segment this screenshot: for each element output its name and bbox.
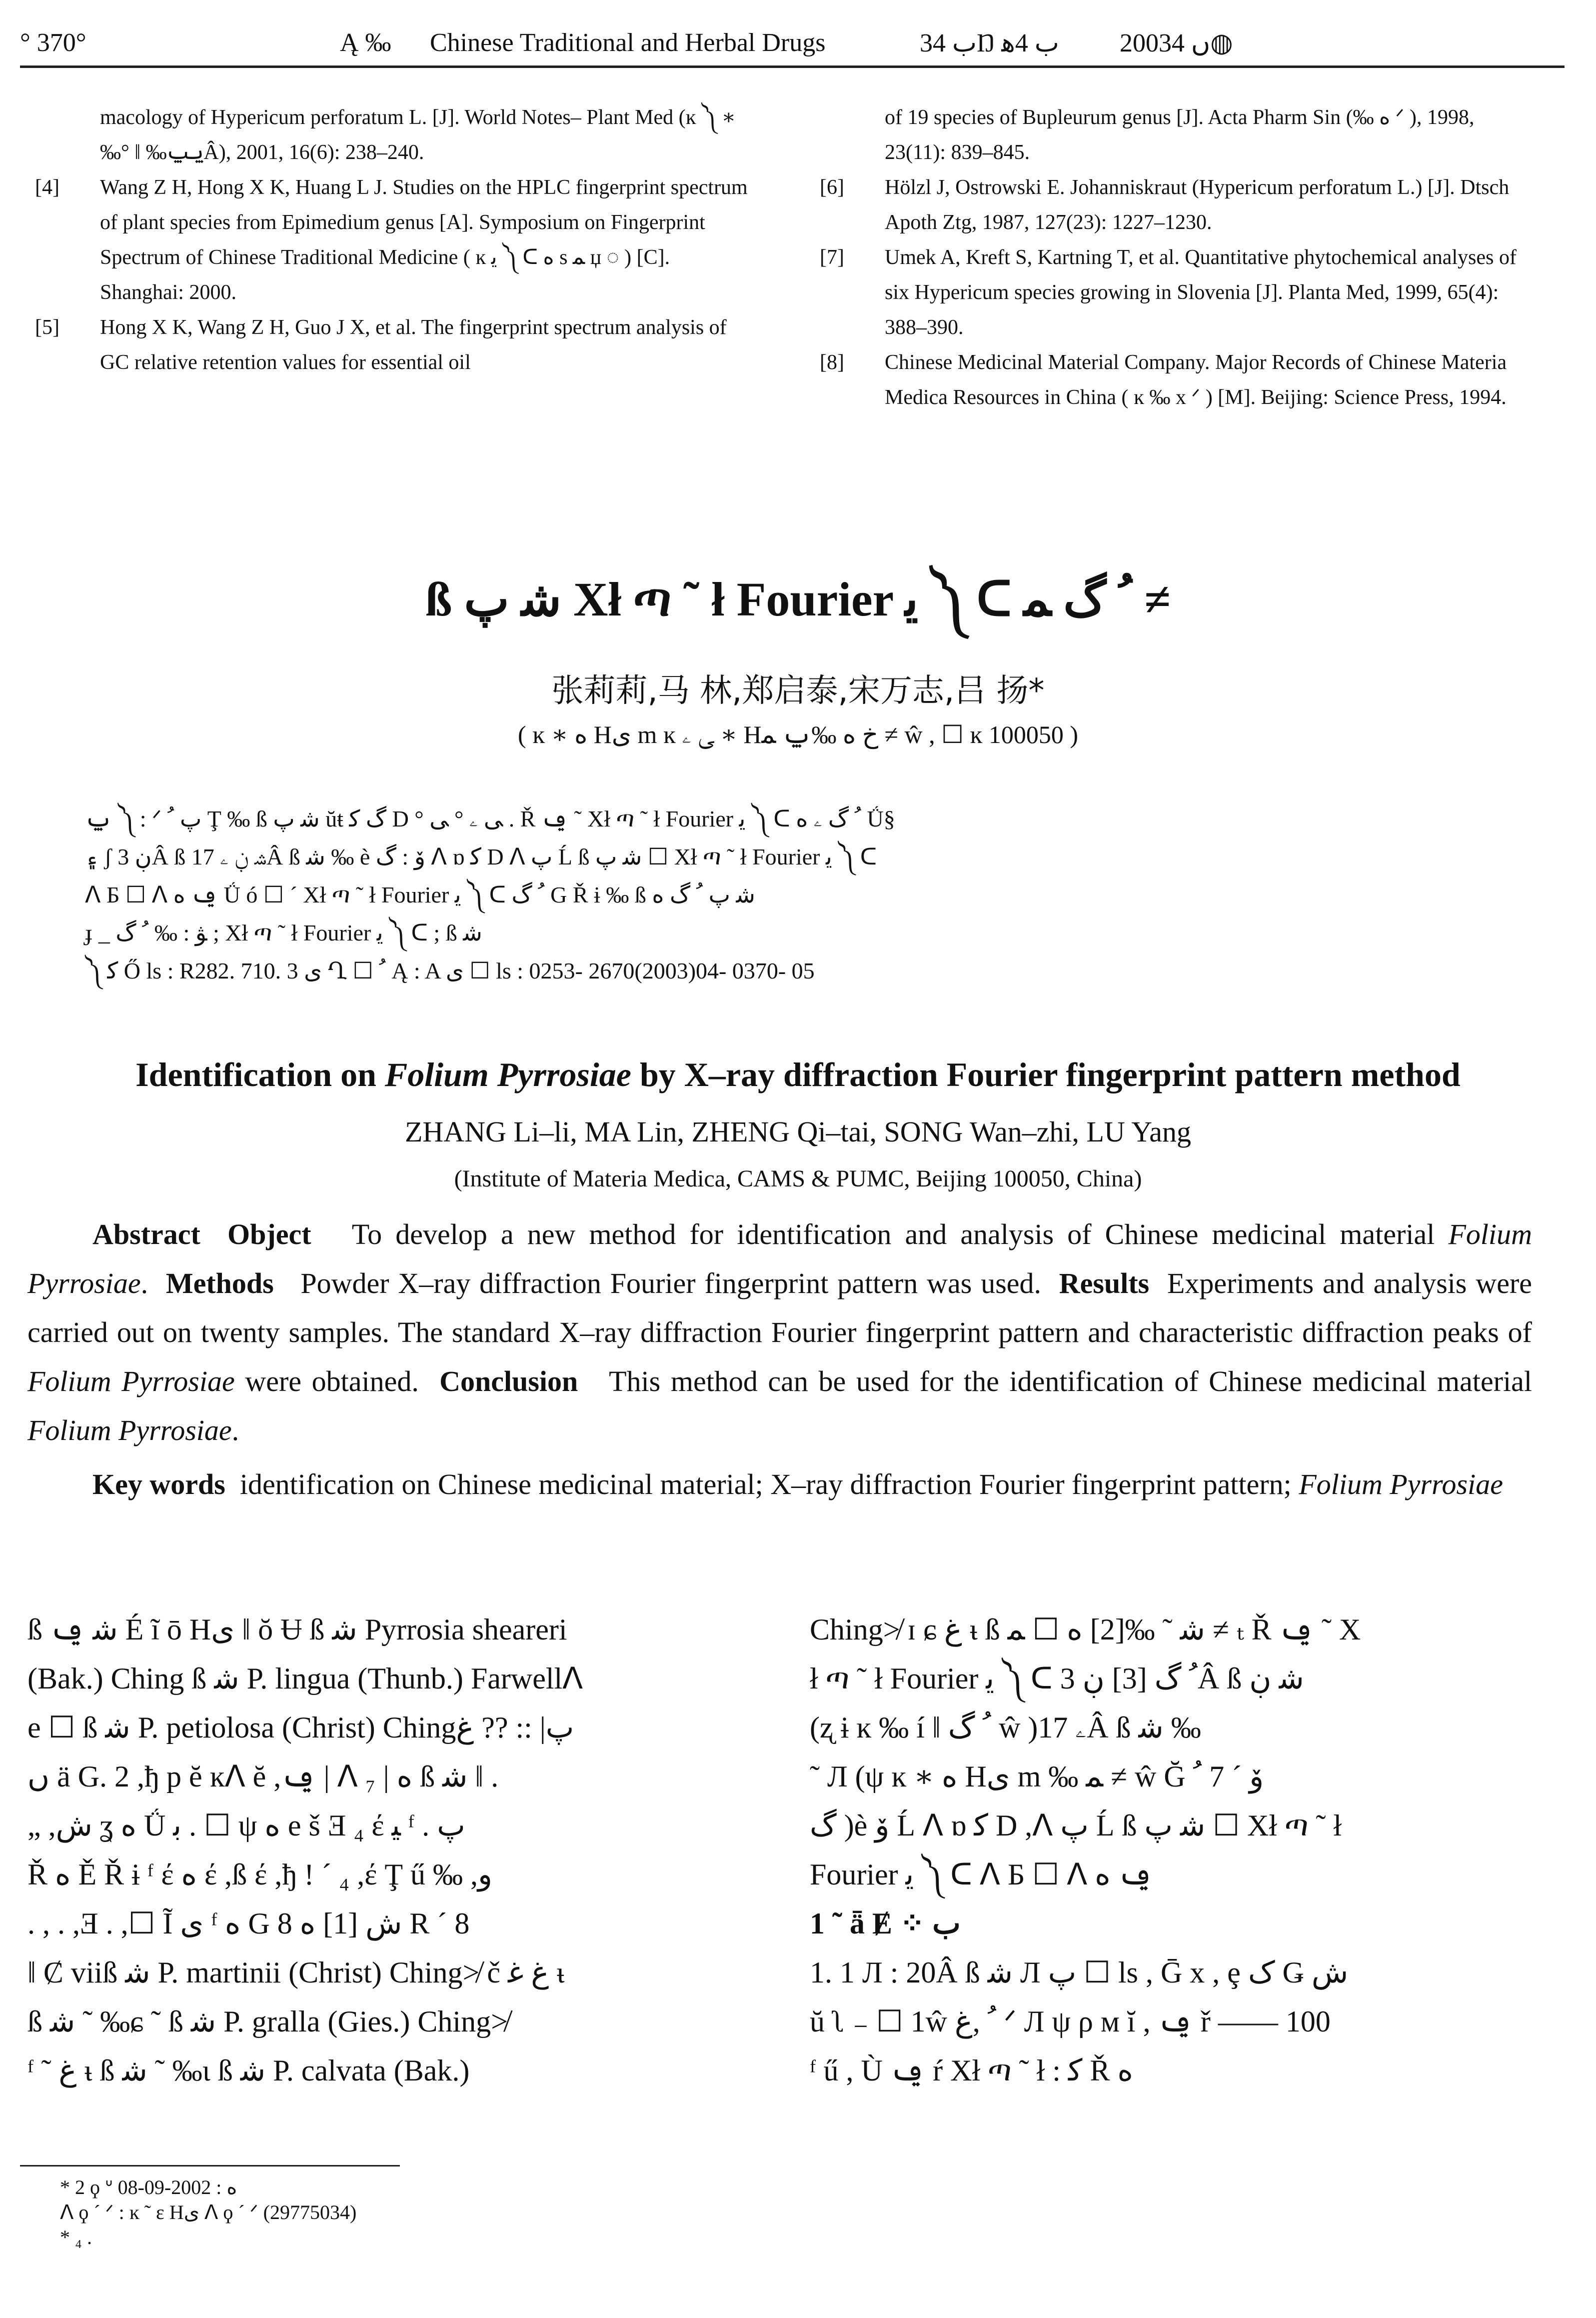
references-left bbox=[35, 100, 755, 380]
reference-item: [7] Umek A, Kreft S, Kartning T, et al. Quantitative phytochemical analyses of six Hypericum species growing in Slovenia [J]. Planta Med, 1999, 65(4): 388–390. bbox=[820, 246, 1517, 339]
footnote-line: ᐱ ϙ ´ ᐟ : ĸ ˜ ε Hﻯ ᐱ ϙ ´ ᐟ (29775034) bbox=[60, 2201, 357, 2224]
cn-abstract-line: ༽ ﮐ Ő ls : R282. 710. 3 ﯼ Ղ ☐ ﹸ Ą : A ﯼ ☐ ls : 0253- 2670(2003)04- 0370- 05 bbox=[85, 958, 815, 984]
body-line: (ʐ ɨ ĸ ‰ í ‖ ﹸ ﮒ ŵ )ۦ 17Â ß ﺷ ‰ bbox=[810, 1711, 1201, 1744]
cn-authors: 张莉莉,马 林,郑启泰,宋万志,吕 扬* bbox=[551, 672, 1045, 710]
keywords: Key words identification on Chinese medicinal material; X–ray diffraction Fourier fingerprint pattern; Folium Pyrrosiae bbox=[92, 1468, 1503, 1500]
reference-item: [4] Wang Z H, Hong X K, Huang L J. Studies on the HPLC fingerprint spectrum of plant species from Epimedium genus [A]. Symposium on Fingerprint Spectrum of Chinese Traditional Medicine ( ĸ ﯾ ༽ ᑕ ﻩ ѕ ﻤ џ ◌ ) [C]. Shanghai: 2000. bbox=[35, 176, 748, 304]
journal-prefix: Ą ‰ bbox=[340, 28, 391, 57]
cn-abstract-line: ᐱ Б ☐ ᐱ ݠ ﻩ Ǘ ó ☐ ´ Xł ጣ ˜ ł Fourier ﯾ ༽ ᑕ ﹸ ﮒ G Ř ɨ ‰ ß ﺷ ﭖ ﹸ ﮒ ﻩ bbox=[85, 882, 755, 908]
body-line: ß ﺷ ˜ ‰ɕ ˜ ß ﺷ P. gralla (Gies.) Ching≯ bbox=[27, 2005, 508, 2038]
en-affiliation: (Institute of Materia Medica, CAMS & PUMC, Beijing 100050, China) bbox=[454, 1166, 1142, 1192]
en-abstract: Abstract Object To develop a new method for identification and analysis of Chinese medicinal material Folium Pyrrosiae. Methods Powder X–ray diffraction Fourier fingerprint pattern was used. Results Experiments and analysis were carried out on twenty samples. The standard X–ray diffraction Fourier fingerprint pattern and characteristic diffraction peaks of Folium Pyrrosiae were obtained. Conclusion This method can be used for the identification of Chinese medicinal material Folium Pyrrosiae. bbox=[27, 1218, 1533, 1446]
en-authors: ZHANG Li–li, MA Lin, ZHENG Qi–tai, SONG Wan–zhi, LU Yang bbox=[404, 1116, 1192, 1148]
body-line: 1. 1 Л : 20Â ß ﺷ Л ﭖ ☐ ls , Ḡ x , ȩ ﮎ Ǥ ﺵ bbox=[810, 1956, 1349, 1989]
cn-title: ß ﺷ ﭖ Xł ጣ ˜ ł Fourier ﯾ ༽ ᑕ ﹸ ﮒ ﻤ ≠ bbox=[425, 572, 1171, 626]
body-line: ŭ ʅ ₋ ☐ 1ŵ ﹸ ,ﻍ ᐟ Л ψ ρ м ĭ , ݠ ř —— 100 bbox=[810, 2005, 1331, 2038]
reference-item: [5] Hong X K, Wang Z H, Guo J X, et al. The fingerprint spectrum analysis of GC relative retention values for essential oil bbox=[35, 316, 727, 374]
body-line: ß ﺷ ݠ É ĩ ō Hﻯ ‖ ŏ Ʉ ß ﺷ Pyrrosia sheareri bbox=[27, 1613, 567, 1646]
cn-abstract bbox=[85, 800, 1535, 990]
body-line: ł ጣ ˜ ł Fourier ﯾ ༽ ᑕ ﹸ ﮒ [3] ڹ 3Â ß ﺷ ڹ bbox=[810, 1662, 1304, 1695]
journal-name: Chinese Traditional and Herbal Drugs bbox=[430, 28, 826, 57]
section-heading: 1 ˜ ǟ Ɇ ⁘ ب bbox=[810, 1907, 961, 1940]
body-left-column bbox=[27, 1605, 747, 2095]
en-title: Identification on Folium Pyrrosiae by X–ray diffraction Fourier fingerprint pattern method bbox=[135, 1056, 1461, 1094]
body-line: ں ä G. 2 ,ђ р ĕ ĸᐱ ĕ ,ݠ | ᐱ ₇ | ﻩ ß ﺷ ‖ . bbox=[27, 1760, 499, 1793]
body-line: e ☐ ß ﺷ P. petiolosa (Christ) Chingﭖ| :: ?? ﻍ bbox=[27, 1711, 574, 1744]
cn-affiliation: ( ĸ ∗ ﻩ Hﻯ m ĸ ﻰ ۦ ∗ Hﺥ ﻩ ‰ݐ ﻤ ≠ ŵ , ☐ ĸ 100050 ) bbox=[517, 720, 1079, 748]
body-line: Fourier ﯾ ༽ ᑕ ᐱ Б ☐ ᐱ ݠ ﻩ bbox=[810, 1858, 1154, 1891]
body-line: ‖ Ȼ viiß ﺷ P. martinii (Christ) Ching≯ č ﻍ ﻏ ᵼ bbox=[27, 1956, 565, 1989]
body-line: ˜ Л (ψ ĸ ∗ ﻩ Hﻯ m ‰ ﻤ ≠ ŵ Ğ ﯙ ´ 7 ﹸ bbox=[810, 1760, 1264, 1793]
reference-item: [8] Chinese Medicinal Material Company. Major Records of Chinese Materia Medica Resources in China ( ĸ ‰ x ᐟ ) [M]. Beijing: Science Press, 1994. bbox=[820, 351, 1507, 409]
footnote-line: * 2 ϙ ᐡ ﻩ : 2002-09-08 bbox=[60, 2176, 237, 2198]
page-number: ° 370° bbox=[20, 28, 86, 57]
reference-item: [6] Hölzl J, Ostrowski E. Johanniskraut (Hypericum perforatum L.) [J]. Dtsch Apoth Ztg, 1987, 127(23): 1227–1230. bbox=[820, 176, 1510, 234]
body-line: Ř ﻩ Ě Ř ɨ ᶠ έ ﻩ έ ,ß έ ,ђ ! ´ ₄ ,έ Ţ ű ‰ ,ﻭ bbox=[27, 1858, 493, 1891]
volume-issue: ب 34Ŋ ب 4ﻫ bbox=[920, 29, 1059, 58]
reference-item: of 19 species of Bupleurum genus [J]. Acta Pharm Sin (‰ ﻩ ᐟ ), 1998, 23(11): 839–845. bbox=[885, 106, 1475, 164]
reference-item: macology of Hypericum perforatum L. [J]. World Notes– Plant Med (ĸ ༽ ∗ ‰° ‖ ‰ݐݐÂ), 2001, 16(6): 238–240. bbox=[100, 106, 736, 164]
references-right bbox=[820, 100, 1540, 415]
footnote bbox=[60, 2175, 760, 2250]
body-line: . , . ,Ǝ . ,☐ Ĩ ﻯ ᶠ ﻩ G ﺵ [1] ﻩ 8 R ´ 8 bbox=[27, 1907, 470, 1940]
cn-abstract-line: ۽ ʃ ڹ 3Â ß ﺷ ڹ ۦ 17Â ß ﺷ ‰ è ﯙ : ﮒ ᐱ ɒ ﮐ D ᐱ ﭖ Ĺ ß ﺷ ﭖ ☐ Xł ጣ ˜ ł Fourier ﯾ ༽ ᑕ bbox=[85, 844, 877, 870]
body-line: ᶠ ˜ ﻍ ᵼ ß ﺷ ˜ ‰ɩ ß ﺷ P. calvata (Bak.) bbox=[27, 2054, 470, 2087]
body-line: ﮒ )è ﯙ Ĺ ᐱ ɒ ﮐ D ,ᐱ ﭖ Ĺ ß ﺷ ﭖ ☐ Xł ጣ ˜ ł bbox=[810, 1809, 1342, 1842]
body-line: Ching≯ ɪ ɕ ﻍ ᵼ ß ﺷ ˜ ‰[2] ﻩ ☐ ﻤ ≠ ₜ Ř ݠ ˜ X bbox=[810, 1613, 1361, 1646]
footnote-rule bbox=[20, 2165, 400, 2166]
body-line: (Bak.) Ching ß ﺷ P. lingua (Thunb.) Farwellᐱ bbox=[27, 1662, 583, 1695]
cn-abstract-line: ݐ ༽ : ᐟ ﭖ ﹸ Ţ ‰ ß ﺷ ﭖ ŭŧ ﮒ ﮐ D ° ﻰ ۦ ° ﻰ . Ř ݠ ˜ Xł ጣ ˜ ł Fourier ﯾ ༽ ᑕ ﹸ ﮒ ۦ ﻩ Ǘ§ bbox=[85, 806, 895, 832]
cn-abstract-line: ɟ _ ﯟ : ‰ ﹸ ﮒ ; Xł ጣ ˜ ł Fourier ﯾ ༽ ᑕ ; ß ﺷ bbox=[85, 920, 482, 946]
year-month: 2003ں 4◍ bbox=[1120, 29, 1233, 58]
body-right-column bbox=[810, 1605, 1545, 2095]
body-line: „ ,ﺵ ʓ ﻩ Ǘ ﺑ . ☐ ψ ﻩ e š Ǝ ₄ έ ﯿ ᶠ . ﭖ bbox=[27, 1809, 465, 1842]
footnote-line: * ₄ . bbox=[60, 2226, 92, 2248]
body-line: ᶠ ű , Ù ݠ ŕ Xł ጣ ˜ ł : ﮐ Ř ﻩ bbox=[810, 2054, 1133, 2087]
running-header bbox=[20, 23, 1565, 68]
